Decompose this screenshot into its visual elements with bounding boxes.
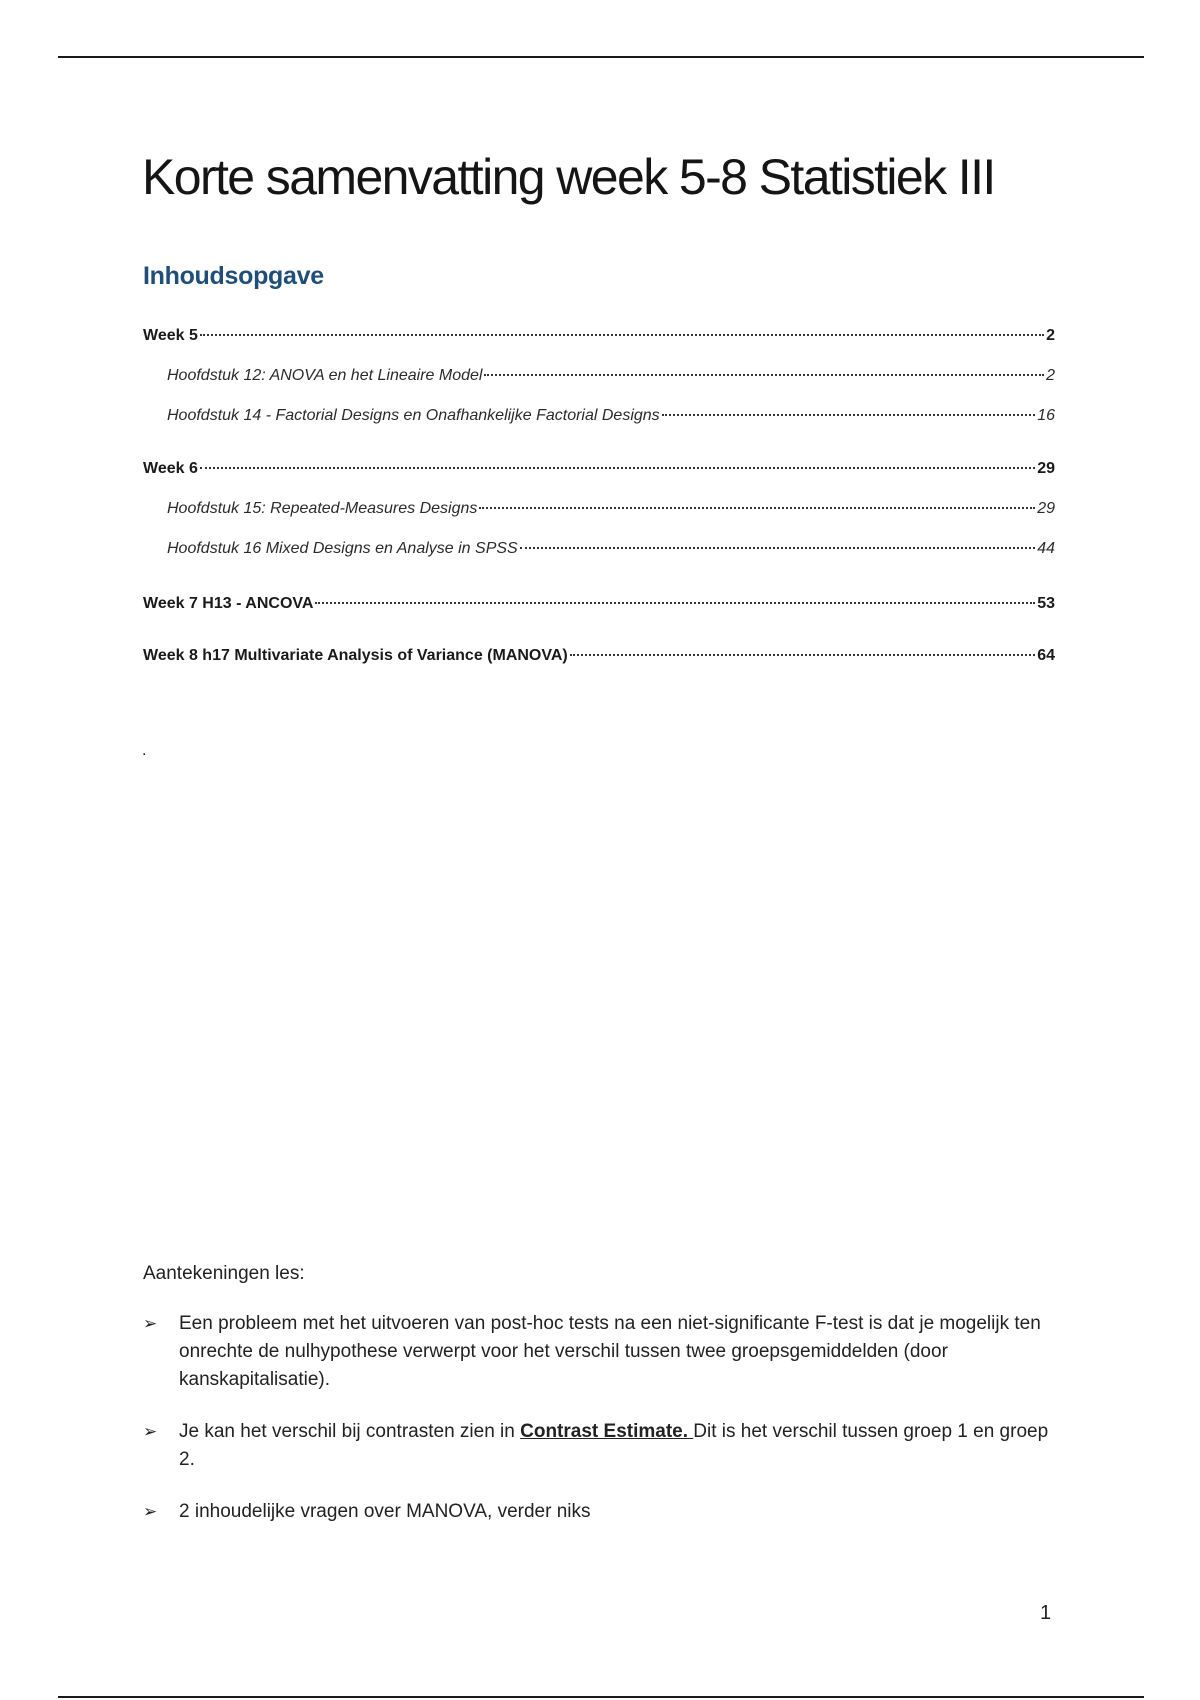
toc-leader (479, 507, 1035, 509)
arrow-bullet-icon: ➢ (143, 1502, 158, 1521)
toc-entry-page: 29 (1037, 460, 1055, 477)
bottom-rule (58, 1696, 1144, 1698)
toc-leader (570, 654, 1035, 656)
toc-entry-page: 2 (1046, 327, 1055, 344)
stray-dot: . (142, 742, 147, 759)
note-item (143, 1310, 1055, 1394)
top-rule (58, 56, 1144, 58)
contrast-estimate-emphasis: Contrast Estimate. (520, 1421, 694, 1442)
toc-entry-page: 44 (1037, 540, 1055, 557)
toc-entry-hoofdstuk-15[interactable] (167, 500, 1055, 518)
toc-entry-week-6[interactable] (143, 460, 1055, 478)
note-text: 2 inhoudelijke vragen over MANOVA, verder niks (179, 1501, 591, 1522)
note-text (179, 1418, 1055, 1474)
toc-entry-page: 2 (1046, 367, 1055, 384)
arrow-bullet-icon: ➢ (143, 1422, 158, 1441)
toc-entry-hoofdstuk-14[interactable] (167, 407, 1055, 425)
note-item (143, 1418, 1055, 1474)
toc-entry-label: Week 6 (143, 460, 198, 477)
toc-entry-page: 29 (1037, 500, 1055, 517)
toc-entry-week-7[interactable] (143, 595, 1055, 613)
toc-entry-page: 16 (1037, 407, 1055, 424)
toc-entry-week-5[interactable] (143, 327, 1055, 345)
toc-leader (520, 547, 1036, 549)
toc-entry-label: Week 5 (143, 327, 198, 344)
arrow-bullet-icon: ➢ (143, 1314, 158, 1333)
note-text-before: Je kan het verschil bij contrasten zien in (179, 1421, 521, 1442)
notes-label: Aantekeningen les: (143, 1263, 305, 1284)
toc-entry-label: Hoofdstuk 12: ANOVA en het Lineaire Model (167, 367, 483, 384)
toc-entry-label: Hoofdstuk 16 Mixed Designs en Analyse in SPSS (167, 540, 518, 557)
document-title: Korte samenvatting week 5-8 Statistiek III (142, 149, 995, 205)
toc-entry-label: Hoofdstuk 15: Repeated-Measures Designs (167, 500, 478, 517)
toc-entry-label: Week 7 H13 - ANCOVA (143, 595, 314, 612)
toc-entry-label: Week 8 h17 Multivariate Analysis of Variance (MANOVA) (143, 647, 568, 664)
toc-entry-page: 64 (1037, 647, 1055, 664)
toc-leader (315, 602, 1035, 604)
toc-entry-label: Hoofdstuk 14 - Factorial Designs en Onafhankelijke Factorial Designs (167, 407, 660, 424)
toc-leader (200, 467, 1035, 469)
toc-leader (484, 374, 1044, 376)
note-text-after: Dit is het verschil tussen groep 1 en groep 2. (179, 1421, 1049, 1470)
toc-heading: Inhoudsopgave (143, 262, 324, 290)
page-number: 1 (1040, 1602, 1052, 1624)
toc-leader (662, 414, 1036, 416)
toc-leader (200, 334, 1044, 336)
toc-entry-hoofdstuk-12[interactable] (167, 367, 1055, 385)
note-text: Een probleem met het uitvoeren van post-hoc tests na een niet-significante F-test is dat je mogelijk ten onrechte de nulhypothese verwerpt voor het verschil tussen twee groepsgemiddelden (door kanskapitalisatie). (179, 1313, 1041, 1390)
toc-entry-page: 53 (1037, 595, 1055, 612)
toc-entry-hoofdstuk-16[interactable] (167, 540, 1055, 558)
note-item (143, 1498, 1055, 1526)
toc-entry-week-8[interactable] (143, 647, 1055, 665)
